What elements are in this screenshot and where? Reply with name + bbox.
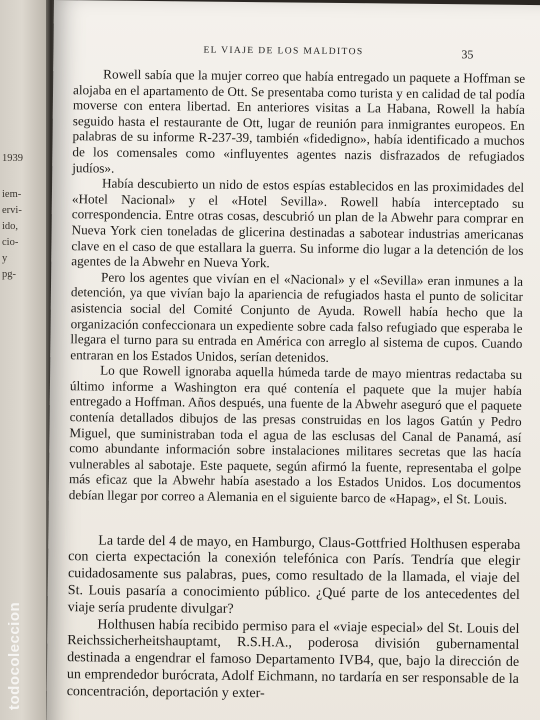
paragraph: Holthusen había recibido permiso para el «viaje especial» del St. Louis del Reichssicherheitshauptamt, R.S.H.A., poderosa división gubernamental destinada a engendrar el famoso Departamento IVB4, que, bajo la dirección de un emprendedor burócrata, Adolf Eichmann, no tardaría en ser responsable de la concentración, deportación y exter-	[66, 617, 520, 702]
paragraph: Pero los agentes que vivían en el «Nacional» y el «Sevilla» eran inmunes a la detención, ya que vivían bajo la apariencia de refugiados hasta el punto de solicitar asistencia social del Comité Conjunto de Ayuda. Rowell había hecho que la organización confeccionara un expediente sobre cada falso refugiado que esperaba le llegara el turno para su entrada en América con arreglo al sistema de cupos. Cuando entraran en los Estados Unidos, serían detenidos.	[70, 269, 524, 365]
paragraph: La tarde del 4 de mayo, en Hamburgo, Claus-Gottfried Holthusen esperaba con cierta expectación la conexión telefónica con París. Tendría que elegir cuidadosamente sus palabras, pues, como resultado de la llamada, el viaje del St. Louis pasaría a conocimiento público. ¿Qué parte de los antecedentes del viaje sería prudente divulgar?	[67, 533, 521, 617]
right-page	[46, 0, 540, 720]
running-header	[184, 45, 540, 62]
paragraph: Lo que Rowell ignoraba aquella húmeda tarde de mayo mientras redactaba su último informe a Washington era qué contenía el paquete que la mujer había entregado a Hoffman. Años después, una fuente de la Abwehr aseguró que el paquete contenía detallados dibujos de las presas construidas en los lagos Gatún y Pedro Miguel, que suministraban toda el agua de las esclusas del Canal de Panamá, así como abundante información sobre instalaciones militares secretas que las hacía vulnerables al sabotaje. Este paquete, según afirmó la fuente, representaba el golpe más eficaz que la Abwehr había asestado a los Estados Unidos. Los documentos debían llegar por correo a Alemania en el siguiente barco de «Hapag», el St. Louis.	[68, 362, 523, 507]
watermark	[6, 530, 26, 710]
paragraph: Había descubierto un nido de estos espías establecidos en las proximidades del «Hotel Nacional» y el «Hotel Sevilla». Rowell había interceptado su correspondencia. Entre otras cosas, descubrió un plan de la Abwehr para comprar en Nueva York cien toneladas de glicerina destinadas a sabotear industrias americanas clave en el caso de que estallara la guerra. Su informe dio lugar a la detención de los agentes de la Abwehr en Nueva York.	[71, 175, 525, 271]
left-page-fragment: ido,	[2, 221, 19, 232]
running-title: EL VIAJE DE LOS MALDITOS	[203, 45, 364, 58]
left-page-fragment: y	[2, 253, 8, 264]
left-page-fragment: cio-	[2, 237, 19, 248]
left-page-fragment: 1939	[2, 153, 23, 164]
left-page-fragment: iem-	[2, 189, 22, 200]
paragraph: Rowell sabía que la mujer correo que había entregado un paquete a Hoffman se alojaba en el apartamento de Ott. Se presentaba como turista y en calidad de tal podía moverse con entera libertad. En anteriores visitas a La Habana, Rowell la había seguido hasta el restaurante de Ott, lugar de reunión para inmigrantes europeos. En palabras de su informe R-237-39, también «fidedigno», había identificado a muchos de los comensales como «influyentes agentes nazis disfrazados de refugiados judíos».	[72, 66, 526, 176]
page-number: 35	[461, 47, 474, 62]
watermark-text: todocoleccion	[6, 601, 23, 710]
page-body	[67, 66, 526, 705]
left-page-fragment: pg-	[2, 269, 16, 280]
left-page-fragment: ervi-	[2, 205, 22, 216]
